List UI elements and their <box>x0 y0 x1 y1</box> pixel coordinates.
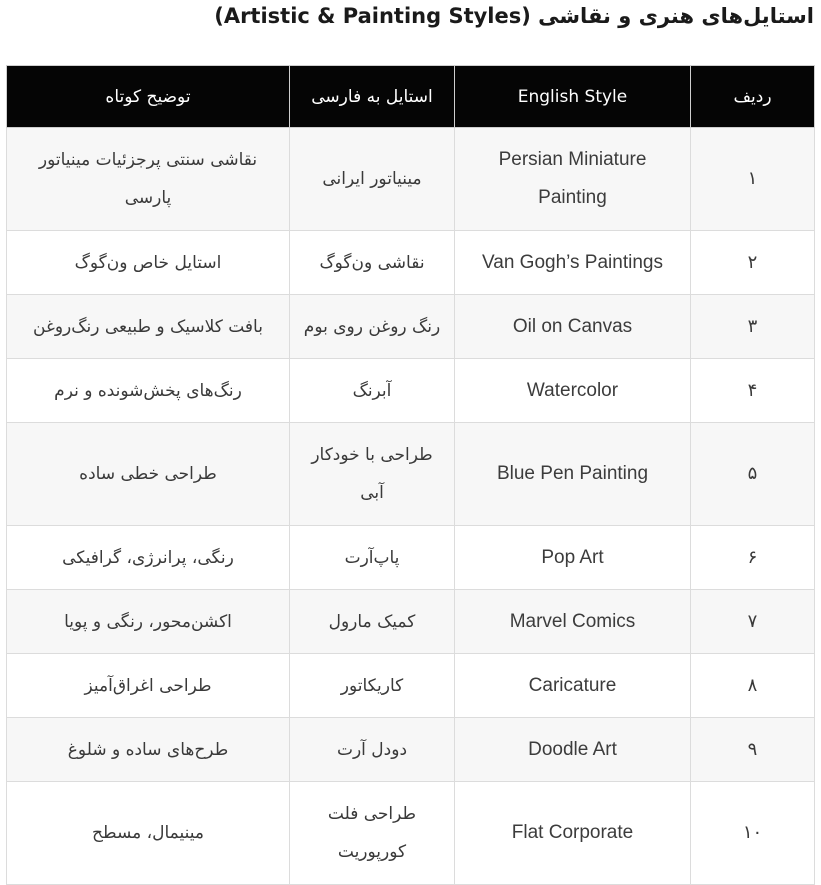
persian-style: کاریکاتور <box>290 654 455 718</box>
persian-style: رنگ روغن روی بوم <box>290 295 455 359</box>
table-row <box>7 782 815 885</box>
table-row <box>7 654 815 718</box>
english-style: Flat Corporate <box>455 782 691 885</box>
table-row <box>7 423 815 526</box>
header-description: توضیح کوتاه <box>7 66 290 128</box>
table-row <box>7 590 815 654</box>
description: اکشن‌محور، رنگی و پویا <box>7 590 290 654</box>
description: رنگ‌های پخش‌شونده و نرم <box>7 359 290 423</box>
description: طرح‌های ساده و شلوغ <box>7 718 290 782</box>
description: بافت کلاسیک و طبیعی رنگ‌روغن <box>7 295 290 359</box>
persian-style: طراحی فلت کورپوریت <box>290 782 455 885</box>
table-header <box>7 66 815 128</box>
table-row <box>7 231 815 295</box>
description: نقاشی سنتی پرجزئیات مینیاتور پارسی <box>7 128 290 231</box>
row-number: ۵ <box>691 423 815 526</box>
table-row <box>7 718 815 782</box>
description: طراحی اغراق‌آمیز <box>7 654 290 718</box>
persian-style: مینیاتور ایرانی <box>290 128 455 231</box>
english-style: Persian Miniature Painting <box>455 128 691 231</box>
table-header-row <box>7 66 815 128</box>
row-number: ۴ <box>691 359 815 423</box>
row-number: ۲ <box>691 231 815 295</box>
english-style: Marvel Comics <box>455 590 691 654</box>
description: استایل خاص ون‌گوگ <box>7 231 290 295</box>
description: رنگی، پرانرژی، گرافیکی <box>7 526 290 590</box>
row-number: ۳ <box>691 295 815 359</box>
english-style: Blue Pen Painting <box>455 423 691 526</box>
english-style: Van Gogh’s Paintings <box>455 231 691 295</box>
row-number: ۷ <box>691 590 815 654</box>
styles-table <box>6 65 815 885</box>
table-row <box>7 128 815 231</box>
persian-style: آبرنگ <box>290 359 455 423</box>
persian-style: دودل آرت <box>290 718 455 782</box>
row-number: ۹ <box>691 718 815 782</box>
row-number: ۶ <box>691 526 815 590</box>
english-style: Pop Art <box>455 526 691 590</box>
row-number: ۸ <box>691 654 815 718</box>
table-row <box>7 359 815 423</box>
row-number: ۱۰ <box>691 782 815 885</box>
english-style: Watercolor <box>455 359 691 423</box>
english-style: Oil on Canvas <box>455 295 691 359</box>
description: مینیمال، مسطح <box>7 782 290 885</box>
row-number: ۱ <box>691 128 815 231</box>
header-num: ردیف <box>691 66 815 128</box>
table-row <box>7 526 815 590</box>
persian-style: پاپ‌آرت <box>290 526 455 590</box>
table-body <box>7 128 815 885</box>
english-style: Doodle Art <box>455 718 691 782</box>
persian-style: کمیک مارول <box>290 590 455 654</box>
header-persian-style: استایل به فارسی <box>290 66 455 128</box>
table-row <box>7 295 815 359</box>
english-style: Caricature <box>455 654 691 718</box>
page-title: استایل‌های هنری و نقاشی (Artistic & Painting Styles) <box>214 4 814 28</box>
persian-style: طراحی با خودکار آبی <box>290 423 455 526</box>
persian-style: نقاشی ون‌گوگ <box>290 231 455 295</box>
description: طراحی خطی ساده <box>7 423 290 526</box>
header-english-style: English Style <box>455 66 691 128</box>
